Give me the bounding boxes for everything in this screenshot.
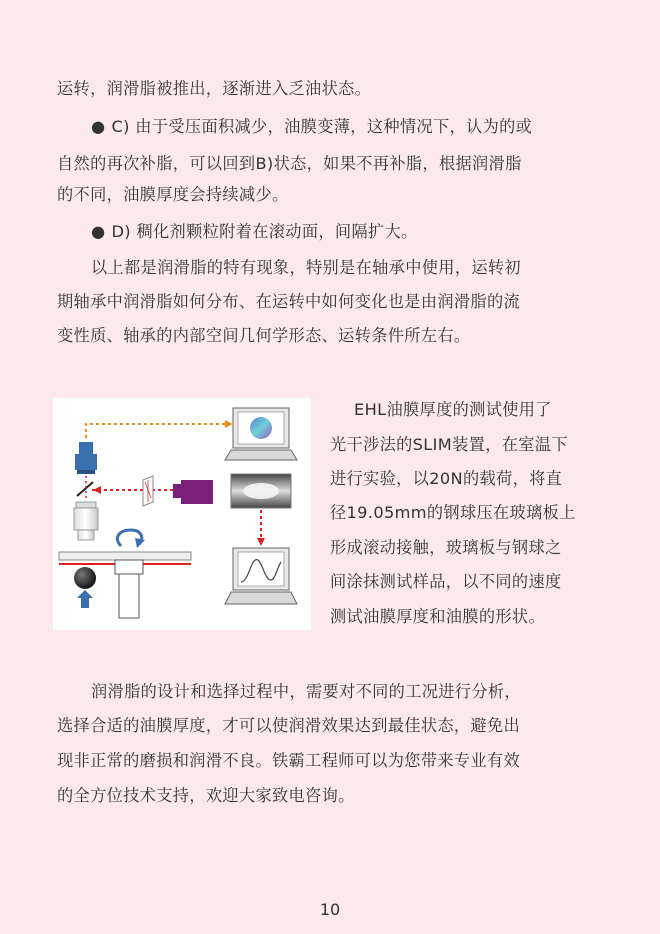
side-paragraph-line: 形成滚动接触，玻璃板与钢球之: [330, 538, 562, 557]
paragraph-line: 的全方位技术支持，欢迎大家致电咨询。: [57, 786, 355, 805]
bullet-text: C) 由于受压面积减少，油膜变薄，这种情况下，认为的或: [111, 117, 533, 136]
monitor-top-icon: [225, 408, 297, 460]
arrow-head-icon: [225, 420, 233, 428]
beam-splitter-icon: [77, 482, 93, 496]
load-arrow-icon: [77, 590, 93, 608]
bullet-item-c: [91, 117, 611, 137]
light-source-icon: [173, 480, 213, 504]
camera-icon: [75, 442, 97, 474]
side-paragraph-line: 径19.05mm的钢球压在玻璃板上: [330, 503, 576, 522]
apparatus-diagram: [53, 398, 311, 630]
arrow-head-icon: [93, 486, 101, 494]
bullet-icon: ●: [91, 117, 106, 136]
side-paragraph-line: 进行实验，以20N的载荷，将直: [330, 469, 563, 488]
arrow-head-icon: [257, 538, 265, 546]
bullet-item-d: [91, 222, 611, 242]
glass-plate: [59, 552, 191, 560]
side-paragraph-line: 间涂抹测试样品，以不同的速度: [330, 572, 562, 591]
side-paragraph-line: 测试油膜厚度和油膜的形状。: [330, 607, 545, 626]
slim-apparatus-figure: [53, 398, 311, 630]
bullet-icon: ●: [91, 222, 106, 241]
side-paragraph-line: EHL油膜厚度的测试使用了: [354, 400, 552, 419]
steel-ball-icon: [74, 567, 96, 589]
signal-path-orange: [86, 424, 225, 438]
paragraph-line: 以上都是润滑脂的特有现象，特别是在轴承中使用，运转初: [91, 258, 521, 277]
paragraph-line: 现非正常的磨损和润滑不良。铁霸工程师可以为您带来专业有效: [57, 751, 521, 770]
paragraph-line: 选择合适的油膜厚度，才可以使润滑效果达到最佳状态，避免出: [57, 716, 521, 735]
paragraph-line: 的不同，油膜厚度会持续减少。: [57, 185, 289, 204]
page-number: 10: [319, 900, 341, 919]
paragraph-line: 自然的再次补脂，可以回到B)状态，如果不再补脂，根据润滑脂: [57, 154, 522, 173]
paragraph-line: 运转，润滑脂被推出，逐渐进入乏油状态。: [57, 79, 372, 98]
bullet-text: D) 稠化剂颗粒附着在滚动面，间隔扩大。: [111, 222, 418, 241]
paragraph-line: 变性质、轴承的内部空间几何学形态、运转条件所左右。: [57, 326, 471, 345]
paragraph-line: 润滑脂的设计和选择过程中，需要对不同的工况进行分析，: [91, 682, 521, 701]
side-paragraph-line: 光干涉法的SLIM装置，在室温下: [330, 435, 568, 454]
paragraph-line: 期轴承中润滑脂如何分布、在运转中如何变化也是由润滑脂的流: [57, 292, 521, 311]
objective-lens-icon: [74, 502, 98, 540]
monitor-bottom-icon: [225, 548, 297, 604]
